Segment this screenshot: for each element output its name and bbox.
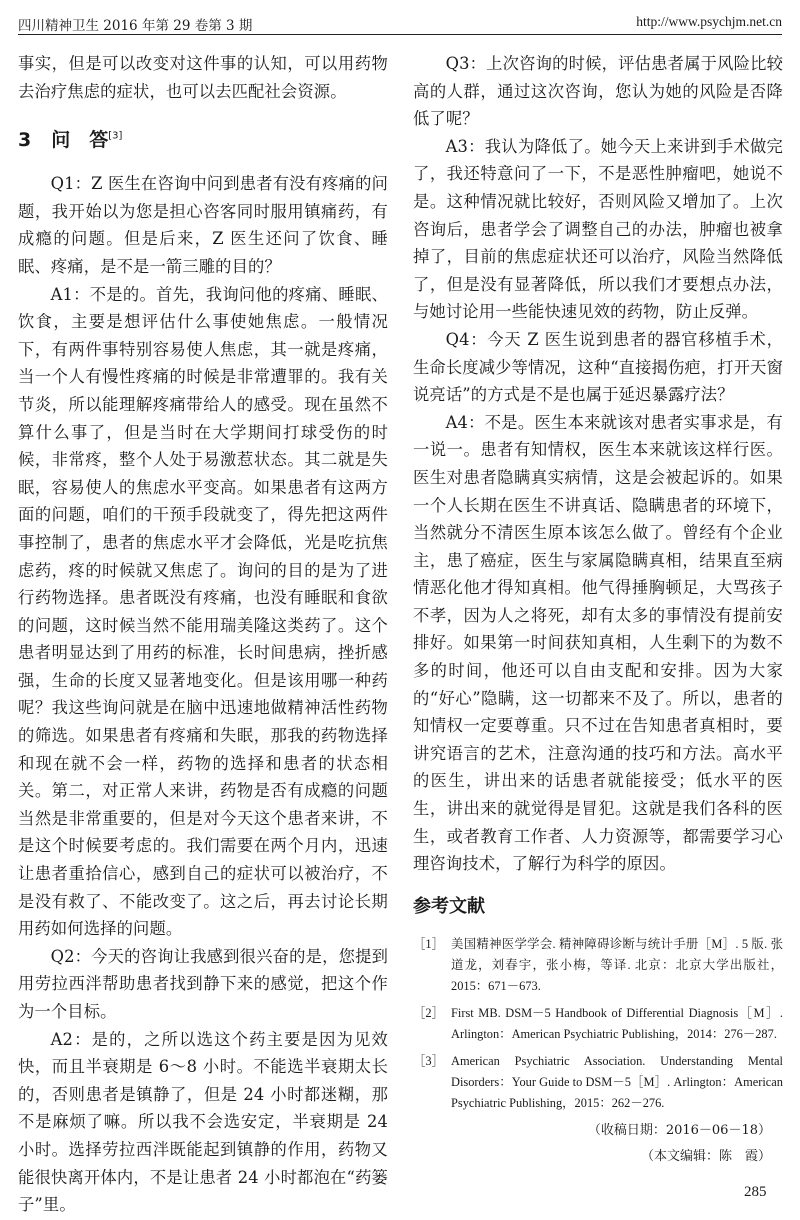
page-number: 285 — [744, 1184, 767, 1200]
reference-item — [413, 1051, 783, 1114]
answer-3: A3：我认为降低了。她今天上来讲到手术做完了，我还特意问了一下，不是恶性肿瘤吧，她说不是。这种情况就比较好，否则风险又增加了。上次咨询后，患者学会了调整自己的办法，肿瘤也被拿掉了，目前的焦虑症状还可以治疗，风险当然降低了，但是没有显著降低，所以我们才要想点办法，与她讨论用一些能快速见效的药物，防止反弹。 — [413, 136, 783, 322]
right-column — [413, 50, 783, 1168]
journal-title: 四川精神卫生 2016 年第 29 卷第 3 期 — [18, 18, 253, 34]
reference-text: American Psychiatric Association. Understanding Mental Disorders：Your Guide to DSM－5［M］. Arlington：American Psychiatric Publishing，2015：262－276. — [451, 1053, 783, 1110]
section-title: 问 答 — [51, 129, 109, 152]
reference-text: First MB. DSM－5 Handbook of Differential Diagnosis［M］. Arlington：American Psychiatric Publishing，2014：276－287. — [451, 1005, 783, 1041]
reference-item — [413, 1003, 783, 1045]
reference-item — [413, 934, 783, 997]
references-heading: 参考文献 — [413, 895, 485, 917]
received-date: （收稿日期：2016－06－18） — [587, 1122, 771, 1138]
section-citation: [3] — [108, 130, 123, 142]
journal-url[interactable]: http://www.psychjm.net.cn — [636, 14, 782, 29]
section-number: 3 — [18, 129, 32, 152]
reference-text: 美国精神医学学会. 精神障碍诊断与统计手册［M］. 5 版. 张道龙，刘春宇，张小梅，等译. 北京：北京大学出版社，2015：671－673. — [451, 936, 783, 993]
question-1: Q1：Z 医生在咨询中问到患者有没有疼痛的问题，我开始以为您是担心咨客同时服用镇痛药，有成瘾的问题。但是后来，Z 医生还问了饮食、睡眠、疼痛，是不是一箭三雕的目的？ — [18, 174, 388, 276]
paragraph-continuation: 事实，但是可以改变对这件事的认知，可以用药物去治疗焦虑的症状，也可以去匹配社会资源。 — [18, 54, 388, 101]
reference-number: ［3］ — [413, 1053, 444, 1068]
question-4: Q4：今天 Z 医生说到患者的器官移植手术，生命长度减少等情况，这种“直接揭伤疤，打开天窗说亮话”的方式是不是也属于延迟暴露疗法？ — [413, 329, 783, 405]
answer-1: A1：不是的。首先，我询问他的疼痛、睡眠、饮食，主要是想评估什么事使她焦虑。一般情况下，有两件事特别容易使人焦虑，其一就是疼痛，当一个人有慢性疼痛的时候是非常遭罪的。我有关节炎，所以能理解疼痛带给人的感受。现在虽然不算什么事了，但是当时在大学期间打球受伤的时候，非常疼，整个人处于易激惹状态。其二就是失眠，容易使人的焦虑水平变高。如果患者有这两方面的问题，咱们的干预手段就变了，得先把这两件事控制了，患者的焦虑水平才会降低，光是吃抗焦虑药，疼的时候就又焦虑了。询问的目的是为了进行药物选择。患者既没有疼痛，也没有睡眠和食欲的问题，这时候当然不能用瑞美隆这类药了。这个患者明显达到了用药的标准，长时间患病，挫折感强，生命的长度又显著地变化。但是该用哪一种药呢？我这些询问就是在脑中迅速地做精神活性药物的筛选。如果患者有疼痛和失眠，那我的药物选择和现在就不会一样，药物的选择和患者的状态相关。第二，对正常人来讲，药物是否有成瘾的问题当然是非常重要的，但是对今天这个患者来讲，不是这个时候要考虑的。我们需要在两个月内，迅速让患者重拾信心，感到自己的症状可以被治疗，不是没有救了、不能改变了。这之后，再去讨论长期用药如何选择的问题。 — [18, 284, 388, 939]
section-heading — [18, 125, 388, 152]
running-header — [18, 12, 782, 35]
question-3: Q3：上次咨询的时候，评估患者属于风险比较高的人群，通过这次咨询，您认为她的风险是否降低了呢？ — [413, 54, 783, 129]
reference-number: ［1］ — [413, 936, 444, 951]
question-2: Q2：今天的咨询让我感到很兴奋的是，您提到用劳拉西泮帮助患者找到静下来的感觉，把这个作为一个目标。 — [18, 946, 388, 1021]
reference-list — [413, 934, 783, 1114]
reference-number: ［2］ — [413, 1005, 444, 1020]
answer-4: A4：不是。医生本来就该对患者实事求是，有一说一。患者有知情权，医生本来就该这样行医。医生对患者隐瞒真实病情，这是会被起诉的。如果一个人长期在医生不讲真话、隐瞒患者的环境下，当然就分不清医生原本该怎么做了。曾经有个企业主，患了癌症，医生与家属隐瞒真相，结果直至病情恶化他才得知真相。他气得捶胸顿足，大骂孩子不孝，因为人之将死，却有太多的事情没有提前安排好。如果第一时间获知真相，人生剩下的为数不多的时间，他还可以自由支配和安排。因为大家的“好心”隐瞒，这一切都来不及了。所以，患者的知情权一定要尊重。只不过在告知患者真相时，要讲究语言的艺术，注意沟通的技巧和方法。高水平的医生，讲出来的话患者就能接受；低水平的医生，讲出来的就觉得是冒犯。这就是我们各科的医生，或者教育工作者、人力资源等，都需要学习心理咨询技术，了解行为科学的原因。 — [413, 412, 783, 874]
left-column — [18, 50, 388, 1219]
answer-2: A2：是的，之所以选这个药主要是因为见效快，而且半衰期是 6～8 小时。不能选半衰期太长的，否则患者是镇静了，但是 24 小时都迷糊，那不是麻烦了嘛。所以我不会选安定，半衰期是 24 小时。选择劳拉西泮既能起到镇静的作用，药物又能很快离开体内，不是让患者 24 小时都泡在“药篓子”里。 — [18, 1029, 388, 1215]
editor-credit: （本文编辑：陈 霞） — [640, 1148, 771, 1164]
